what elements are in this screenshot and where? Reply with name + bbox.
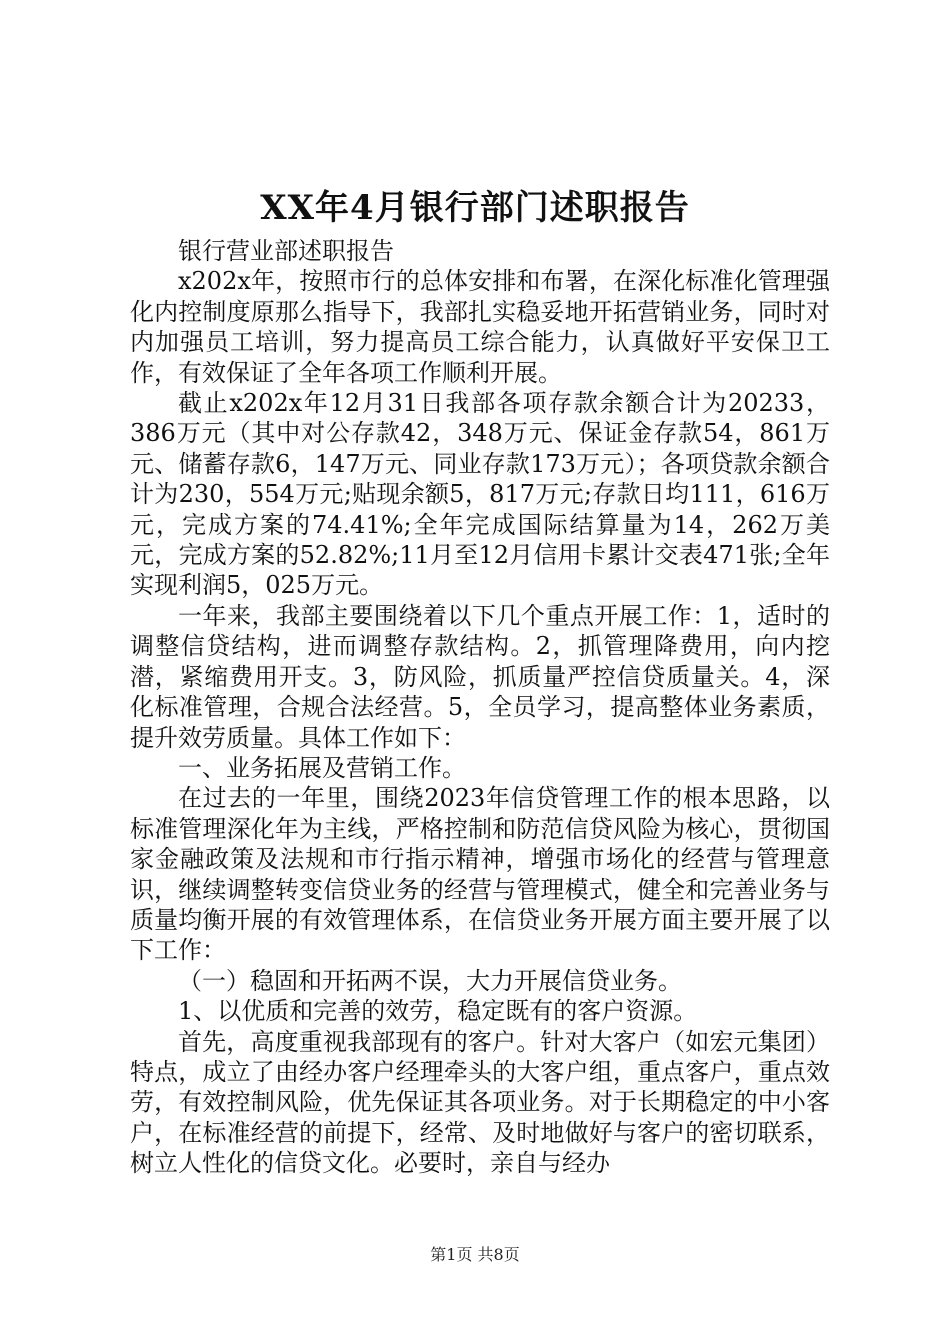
subsection-heading-credit: （一）稳固和开拓两不误，大力开展信贷业务。	[178, 966, 682, 995]
document-title: XX年4月银行部门述职报告	[260, 188, 690, 228]
paragraph-subtitle: 银行营业部述职报告	[178, 237, 394, 265]
paragraph-credit-management: 在过去的一年里，围绕2023年信贷管理工作的根本思路，以标准管理深化年为主线，严格控制和防范信贷风险为核心，贯彻国家金融政策及法规和市行指示精神，增强市场化的经营与管理意识，继续调整转变信贷业务的经营与管理模式，健全和完善业务与质量均衡开展的有效管理体系，在信贷业务开展方面主要开展了以下工作：	[130, 784, 830, 965]
document-body	[130, 236, 830, 1179]
item-heading-service: 1、以优质和完善的效劳，稳定既有的客户资源。	[178, 997, 698, 1026]
paragraph-key-work: 一年来，我部主要围绕着以下几个重点开展工作：1，适时的调整信贷结构，进而调整存款结构。2，抓管理降费用，向内挖潜，紧缩费用开支。3，防风险，抓质量严控信贷质量关。4，深化标准管理，合规合法经营。5，全员学习，提高整体业务素质，提升效劳质量。具体工作如下：	[130, 601, 830, 752]
paragraph-intro: x202x年，按照市行的总体安排和布署，在深化标准化管理强化内控制度原那么指导下，我部扎实稳妥地开拓营销业务，同时对内加强员工培训，努力提高员工综合能力，认真做好平安保卫工作，有效保证了全年各项工作顺利开展。	[130, 267, 830, 387]
paragraph-figures: 截止x202x年12月31日我部各项存款余额合计为20233，386万元（其中对公存款42，348万元、保证金存款54，861万元、储蓄存款6，147万元、同业存款173万元）；各项贷款余额合计为230，554万元;贴现余额5，817万元;存款日均111，616万元，完成方案的74.41%;全年完成国际结算量为14，262万美元，完成方案的52.82%;11月至12月信用卡累计交表471张;全年实现利润5，025万元。	[130, 389, 830, 600]
paragraph-clients: 首先，高度重视我部现有的客户。针对大客户（如宏元集团）特点，成立了由经办客户经理牵头的大客户组，重点客户，重点效劳，有效控制风险，优先保证其各项业务。对于长期稳定的中小客户，在标准经营的前提下，经常、及时地做好与客户的密切联系，树立人性化的信贷文化。必要时，亲自与经办	[130, 1027, 830, 1178]
section-heading-business: 一、业务拓展及营销工作。	[178, 753, 466, 782]
page-footer: 第1页 共8页	[430, 1245, 520, 1264]
